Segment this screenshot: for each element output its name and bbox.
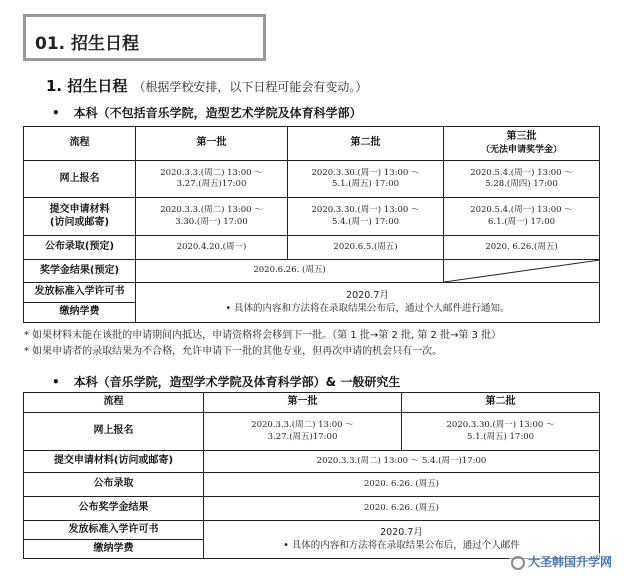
table1-row-submit [24, 198, 600, 236]
row-label-line: (访问或邮寄) [49, 216, 110, 228]
schedule-table-2 [23, 392, 600, 559]
table2-header-batch2: 第二批 [402, 393, 600, 413]
cell-line: 2020.3.3.(周二) 13:00 ～ [160, 205, 263, 216]
heading-title: 1. 招生日程 [46, 77, 128, 95]
heading-note: （根据学校安排，以下日程可能会有变动。） [133, 80, 368, 94]
row-label: 奖学金结果(预定) [24, 260, 136, 283]
cell-line: 2020.3.30.(周一) 13:00 ～ [446, 420, 555, 431]
row-label-line: 提交申请材料 [49, 204, 110, 215]
cell: 2020.6.5.(周五) [288, 236, 444, 260]
row-label: 发放标准入学许可书 [24, 521, 204, 540]
cell-line: 2020.3.3.(周二) 13:00 ～ [160, 167, 263, 178]
table1-row-apply [24, 161, 600, 198]
row-label: 缴纳学费 [24, 540, 204, 559]
merged-cell: 2020.3.3.(周二) 13:00 ～ 5.4.(周一)17:00 [204, 451, 600, 473]
table1-header-row [24, 127, 600, 161]
row-label: 提交申请材料(访问或邮寄) [24, 451, 204, 473]
note-line: • 具体的内容和方法将在录取结果公布后，通过个人邮件进行通知。 [225, 302, 510, 314]
table2-row-scholarship [24, 497, 600, 521]
cell [444, 198, 600, 236]
row-label: 缴纳学费 [24, 303, 136, 323]
cell [444, 161, 600, 198]
cell-line: 2020.3.30.(周一) 13:00 ～ [311, 205, 420, 216]
cell-line: 6.1.(周一) 17:00 [487, 216, 556, 227]
table2-row-submit [24, 451, 600, 473]
row-label: 公布录取(预定) [24, 236, 136, 260]
table2-row-permit [24, 521, 600, 540]
batch3-title: 第三批 [506, 131, 537, 142]
table2-caption-text: 本科（音乐学院，造型学术学院及体育科学部）& 一般研究生 [73, 375, 401, 389]
table1-header-batch2: 第二批 [288, 127, 444, 161]
cell [204, 413, 402, 451]
cell [136, 161, 288, 198]
watermark [509, 553, 614, 570]
merged-note-cell [136, 283, 600, 323]
diagonal-cell [444, 260, 600, 283]
table2-row-apply [24, 413, 600, 451]
table1-header-batch3 [444, 127, 600, 161]
row-label: 公布奖学金结果 [24, 497, 204, 521]
row-label: 公布录取 [24, 473, 204, 497]
table1-row-scholarship [24, 260, 600, 283]
table1-caption-text: 本科（不包括音乐学院，造型艺术学院及体育科学部） [73, 106, 362, 120]
table2-caption [52, 373, 400, 390]
cell [288, 198, 444, 236]
note-line: 2020.7月 [346, 289, 389, 301]
bullet-icon: • [52, 106, 60, 120]
cell-line: 2020.3.3.(周二) 13:00 ～ [251, 420, 354, 431]
cell [288, 161, 444, 198]
note-line: 2020.7月 [380, 526, 423, 538]
table2-header-batch1: 第一批 [204, 393, 402, 413]
section-title: 01. 招生日程 [35, 34, 140, 54]
table2-header-row [24, 393, 600, 413]
diagonal-slash [444, 260, 600, 282]
table1-row-permit [24, 283, 600, 303]
cell-line: 5.1.(周五) 17:00 [466, 431, 535, 442]
table1-header-step: 流程 [24, 127, 136, 161]
row-label [24, 198, 136, 236]
watermark-text: 大圣韩国升学网 [527, 555, 612, 569]
table1-row-admit [24, 236, 600, 260]
cell-line: 2020.5.4.(周一) 13:00 ～ [470, 205, 573, 216]
merged-cell: 2020.6.26. (周五) [136, 260, 444, 283]
section-title-box [23, 14, 266, 61]
cell-line: 5.4.(周一) 17:00 [331, 216, 400, 227]
footnote-2: * 如果申请者的录取结果为不合格，允许申请下一批的其他专业，但再次申请的机会只有一次。 [24, 346, 443, 357]
schedule-heading [46, 75, 367, 96]
cell [402, 413, 600, 451]
cell-line: 3.27.(周五)17:00 [176, 179, 247, 189]
cell-line: 3.27.(周五)17:00 [267, 431, 338, 442]
row-label: 网上报名 [24, 413, 204, 451]
table1-header-batch1: 第一批 [136, 127, 288, 161]
cell-line: 5.1.(周五) 17:00 [331, 179, 400, 189]
table2-row-admit [24, 473, 600, 497]
cell: 2020. 6.26.(周五) [444, 236, 600, 260]
cell: 2020.4.20.(周一) [136, 236, 288, 260]
schedule-table-1 [23, 126, 600, 323]
row-label: 网上报名 [24, 161, 136, 198]
cell-line: 5.28.(周四) 17:00 [485, 179, 558, 189]
wechat-logo-icon [511, 556, 525, 570]
merged-cell: 2020. 6.26. (周五) [204, 497, 600, 521]
cell-line: 2020.3.30.(周一) 13:00 ～ [311, 167, 420, 178]
bullet-icon: • [52, 375, 60, 389]
note-line: • 具体的内容和方法将在录取结果公布后，通过个人邮件 [283, 539, 520, 551]
row-label: 发放标准入学许可书 [24, 283, 136, 303]
footnote-1: * 如果材料未能在该批的申请期间内抵达，申请资格将会移到下一批。（第 1 批→第 2 批, 第 2 批→第 3 批） [24, 330, 502, 341]
merged-cell: 2020. 6.26. (周五) [204, 473, 600, 497]
batch3-subtitle: （无法申请奖学金） [480, 144, 562, 155]
cell-line: 2020.5.4.(周一) 13:00 ～ [470, 167, 573, 178]
table1-caption [52, 104, 362, 121]
cell [136, 198, 288, 236]
table2-header-step: 流程 [24, 393, 204, 413]
cell-line: 3.30.(周一) 17:00 [175, 216, 248, 227]
